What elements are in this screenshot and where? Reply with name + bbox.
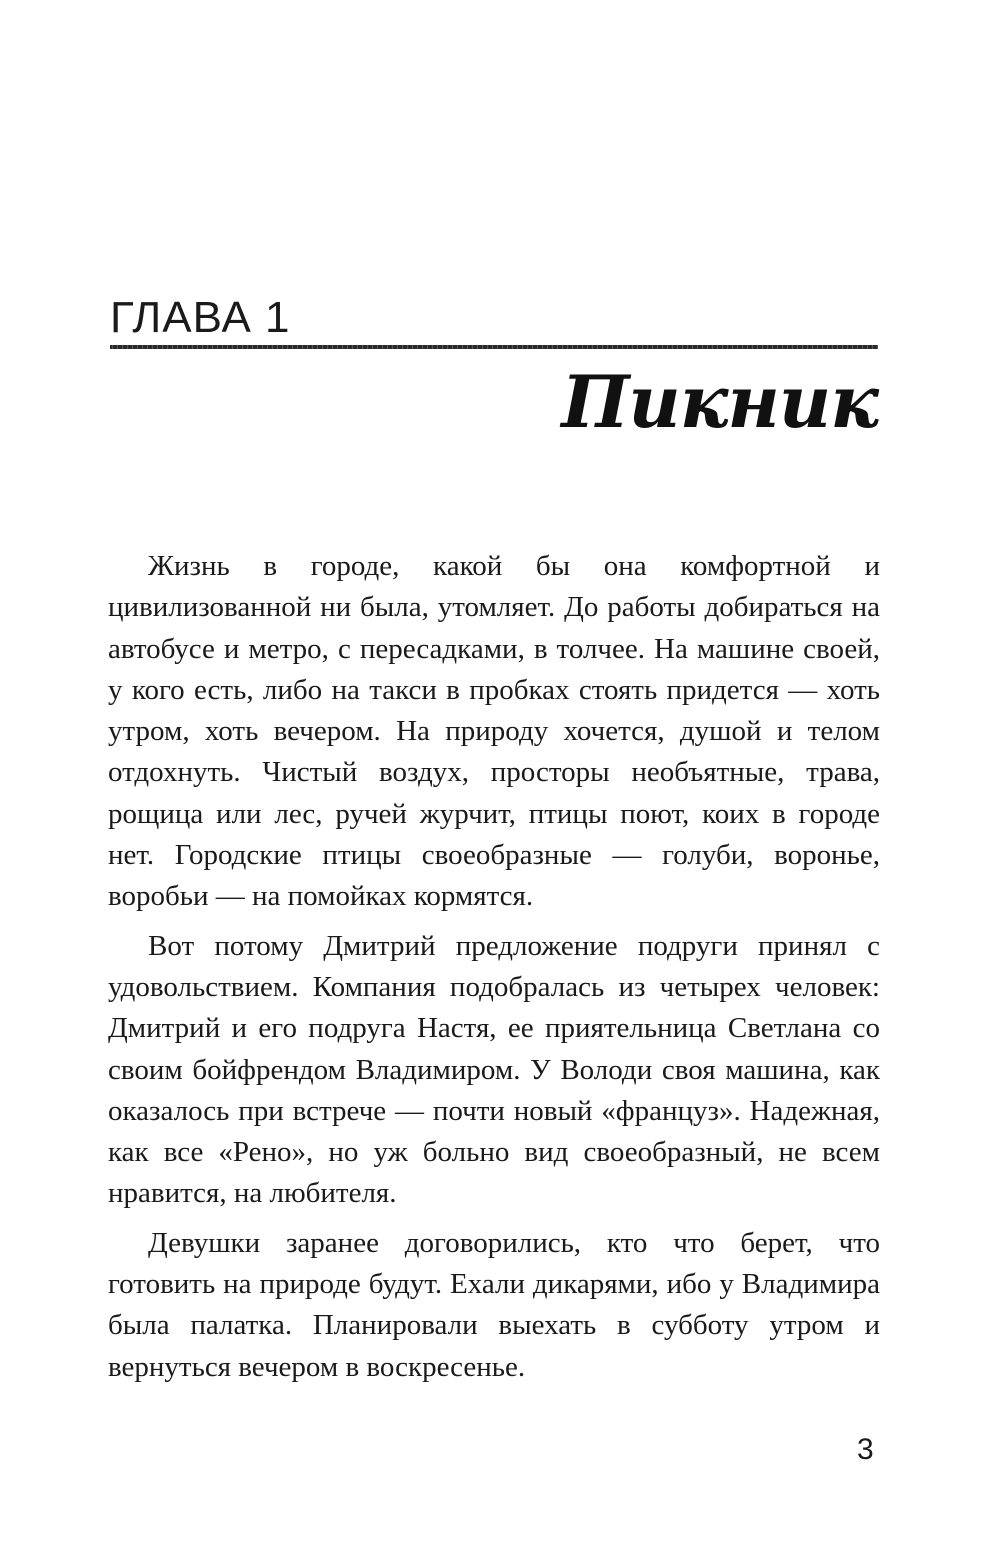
paragraph: Жизнь в городе, какой бы она комфортной и цивилизованной ни была, утомляет. До работы добираться на автобусе и метро, с пересадками, в толчее. На машине своей, у кого есть, либо на такси в пробках стоять придется — хоть утром, хоть вечером. На природу хочется, душой и телом отдохнуть. Чистый воздух, просторы необъятные, трава, рощица или лес, ручей журчит, птицы поют, коих в городе нет. Городские птицы своеобразные — голуби, воронье, воробьи — на помойках кормятся. (108, 550, 880, 913)
paragraph: Вот потому Дмитрий предложение подруги принял с удовольствием. Компания подобралась из четырех человек: Дмитрий и его подруга Настя, ее приятельница Светлана со своим бойфрендом Владимиром. У Володи своя машина, как оказалось при встрече — почти новый «француз». Надежная, как все «Рено», но уж больно вид своеобразный, не всем нравится, на любителя. (108, 929, 880, 1210)
paragraph: Девушки заранее договорились, кто что берет, что готовить на природе будут. Ехали дикарями, ибо у Владимира была палатка. Планировали выехать в субботу утром и вернуться вечером в воскресенье. (108, 1226, 880, 1383)
chapter-label: ГЛАВА 1 (110, 293, 291, 342)
page-number: 3 (857, 1433, 874, 1466)
chapter-title: Пикник (561, 359, 878, 444)
body-text (108, 546, 880, 1396)
chapter-divider (110, 345, 878, 349)
